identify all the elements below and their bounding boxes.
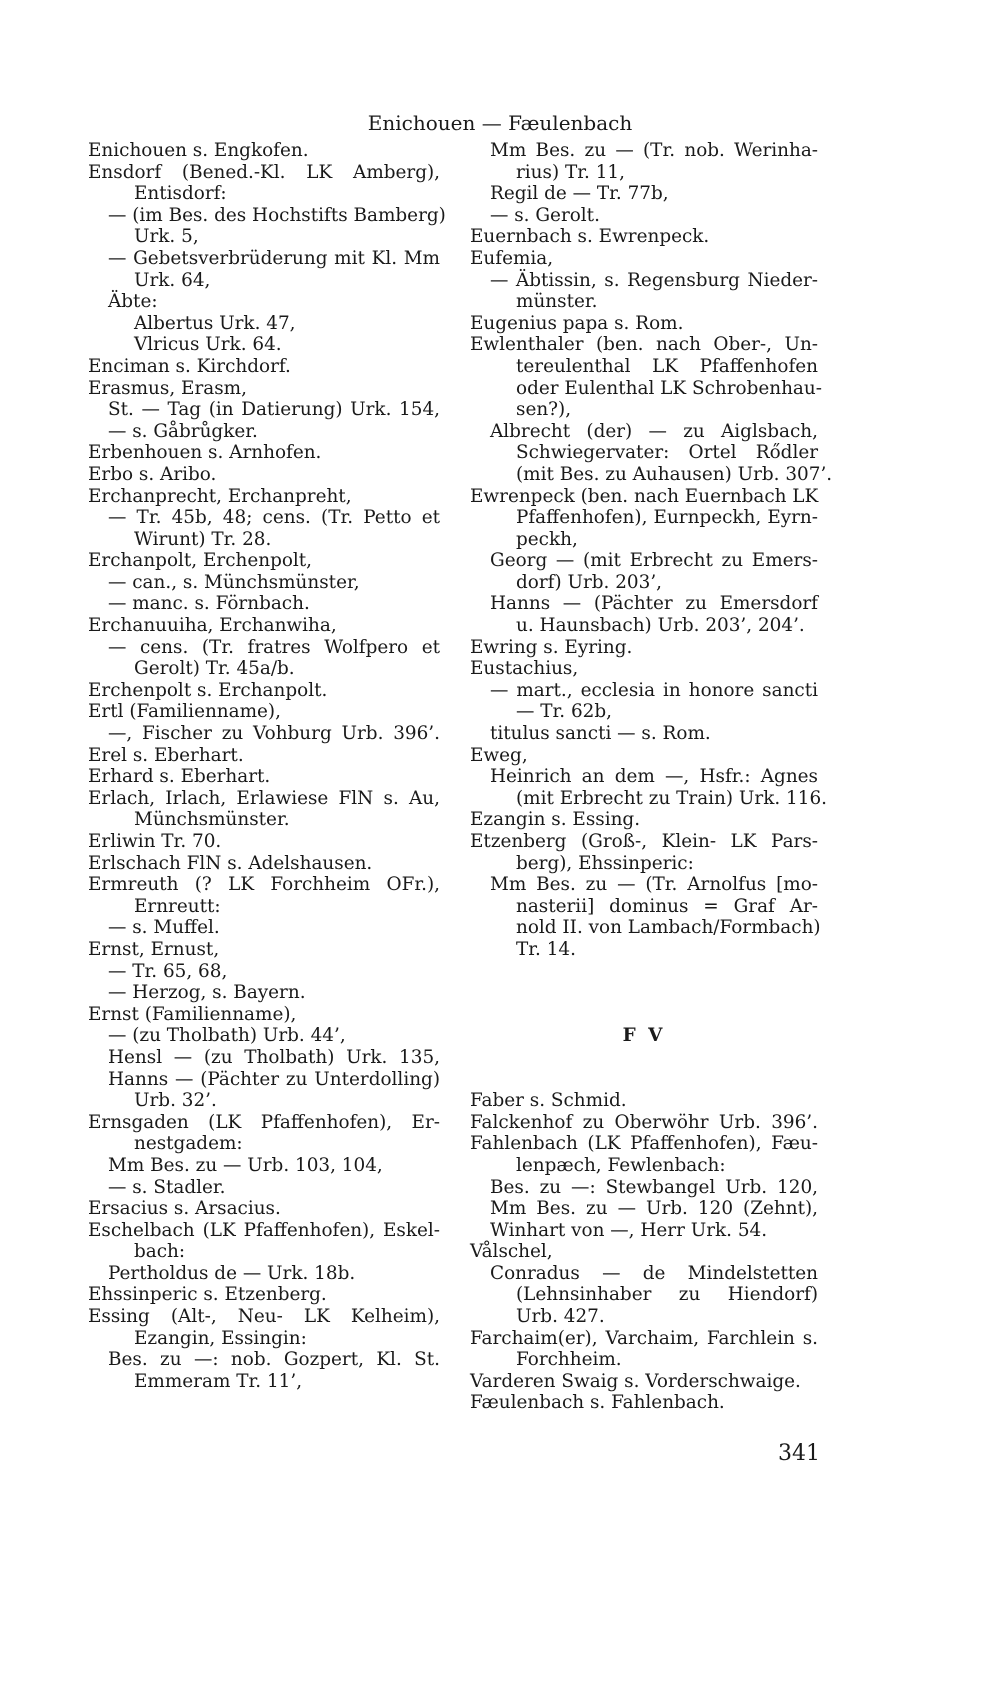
index-line: Ernst (Familienname),	[88, 1003, 297, 1025]
index-line: Erbenhouen s. Arnhofen.	[88, 442, 322, 464]
index-line: nestgadem:	[134, 1133, 243, 1155]
index-line: Ewlenthaler (ben. nach Ober-, Un-	[470, 334, 818, 356]
index-line: Eufemia,	[470, 247, 554, 269]
index-line: Urk. 64,	[134, 269, 211, 291]
index-line: Ezangin, Essingin:	[134, 1327, 307, 1349]
index-line: — cens. (Tr. fratres Wolfpero et	[108, 636, 440, 658]
index-line: Ensdorf (Bened.-Kl. LK Amberg),	[88, 161, 440, 183]
index-line: Erchanpolt, Erchenpolt,	[88, 550, 313, 572]
index-line: — manc. s. Förnbach.	[108, 593, 310, 615]
index-line: Vålschel,	[470, 1241, 553, 1263]
index-line: Ernsgaden (LK Pfaffenhofen), Er-	[88, 1111, 440, 1133]
index-line: Pfaffenhofen), Eurnpeckh, Eyrn-	[516, 507, 818, 529]
index-line: oder Eulenthal LK Schrobenhau-	[516, 377, 822, 399]
index-line: Ermreuth (? LK Forchheim OFr.),	[88, 874, 440, 896]
index-line: Eweg,	[470, 744, 528, 766]
index-column-right	[470, 140, 833, 1414]
spacer	[470, 1069, 818, 1091]
index-line: Ersacius s. Arsacius.	[88, 1198, 281, 1220]
index-line: Erchanprecht, Erchanpreht,	[88, 485, 352, 507]
index-line: — (im Bes. des Hochstifts Bamberg)	[108, 204, 446, 226]
index-line: sen?),	[516, 399, 572, 421]
index-line: Pertholdus de — Urk. 18b.	[108, 1262, 356, 1284]
index-line: — s. Stadler.	[108, 1176, 226, 1198]
index-line: Entisdorf:	[134, 183, 227, 205]
index-line: Tr. 14.	[516, 938, 576, 960]
index-line: bach:	[134, 1241, 186, 1263]
index-line: Urb. 32’.	[134, 1090, 217, 1112]
index-line: Georg — (mit Erbrecht zu Emers-	[490, 550, 818, 572]
index-line: Erchenpolt s. Erchanpolt.	[88, 679, 328, 701]
index-line: münster.	[516, 291, 598, 313]
index-line: Albertus Urk. 47,	[134, 312, 296, 334]
index-line: — Tr. 45b, 48; cens. (Tr. Petto et	[108, 507, 440, 529]
index-line: Conradus — de Mindelstetten	[490, 1262, 818, 1284]
index-line: Falckenhof zu Oberwöhr Urb. 396’.	[470, 1111, 818, 1133]
index-line: Ertl (Familienname),	[88, 701, 281, 723]
index-line: dorf) Urb. 203’,	[516, 571, 663, 593]
spacer	[470, 1047, 818, 1069]
index-column-left	[88, 140, 446, 1392]
index-line: Etzenberg (Groß-, Klein- LK Pars-	[470, 831, 818, 852]
section-heading: F V	[622, 1025, 666, 1047]
index-line: Farchaim(er), Varchaim, Farchlein s.	[470, 1327, 818, 1349]
index-line: Bes. zu —: nob. Gozpert, Kl. St.	[108, 1349, 440, 1371]
index-line: Ewring s. Eyring.	[470, 636, 633, 658]
index-line: Faber s. Schmid.	[470, 1090, 627, 1112]
index-line: Erel s. Eberhart.	[88, 744, 244, 766]
index-line: Erliwin Tr. 70.	[88, 831, 222, 852]
index-line: Euernbach s. Ewrenpeck.	[470, 226, 710, 248]
index-line: Erlschach FlN s. Adelshausen.	[88, 852, 373, 874]
index-line: Eschelbach (LK Pfaffenhofen), Eskel-	[88, 1219, 440, 1241]
index-line: Erasmus, Erasm,	[88, 377, 247, 399]
index-line: nold II. von Lambach/Formbach)	[516, 917, 821, 939]
index-line: Forchheim.	[516, 1349, 622, 1371]
index-line: Ernreutt:	[134, 895, 221, 917]
index-line: — (zu Tholbath) Urb. 44’,	[108, 1025, 346, 1047]
index-line: — mart., ecclesia in honore sancti	[490, 679, 818, 701]
index-line: Ehssinperic s. Etzenberg.	[88, 1284, 327, 1306]
index-line: Urb. 427.	[516, 1306, 605, 1328]
index-line: Erlach, Irlach, Erlawiese FlN s. Au,	[88, 787, 440, 809]
index-line: — Gebetsverbrüderung mit Kl. Mm	[108, 247, 440, 269]
index-line: nasterii] dominus = Graf Ar-	[516, 895, 818, 917]
index-line: Münchsmünster.	[134, 809, 290, 831]
index-line: titulus sancti — s. Rom.	[490, 723, 711, 745]
index-line: —, Fischer zu Vohburg Urb. 396’.	[108, 723, 440, 745]
index-line: Bes. zu —: Stewbangel Urb. 120,	[490, 1176, 818, 1198]
index-line: Fahlenbach (LK Pfaffenhofen), Fæu-	[470, 1133, 818, 1155]
index-line: Eugenius papa s. Rom.	[470, 312, 684, 334]
index-line: Vlricus Urk. 64.	[134, 334, 282, 356]
index-line: Urk. 5,	[134, 226, 199, 248]
index-line: Regil de — Tr. 77b,	[490, 183, 669, 205]
index-line: — s. Gåbrůgker.	[108, 420, 258, 442]
index-line: tereulenthal LK Pfaffenhofen	[516, 355, 818, 377]
index-line: lenpæch, Fewlenbach:	[516, 1154, 726, 1176]
index-line: — can., s. Münchsmünster,	[108, 571, 360, 593]
index-line: Schwiegervater: Ortel Rődler	[516, 442, 818, 464]
index-line: (mit Bes. zu Auhausen) Urb. 307’.	[516, 463, 833, 485]
index-line: peckh,	[516, 528, 578, 550]
index-line: Wirunt) Tr. 28.	[134, 528, 272, 550]
index-line: Mm Bes. zu — Urb. 103, 104,	[108, 1154, 383, 1176]
index-line: rius) Tr. 11,	[516, 161, 625, 183]
spacer	[470, 982, 818, 1004]
index-line: u. Haunsbach) Urb. 203’, 204’.	[516, 615, 805, 637]
index-line: (mit Erbrecht zu Train) Urk. 116.	[516, 787, 827, 809]
index-line: Mm Bes. zu — Urb. 120 (Zehnt),	[490, 1198, 818, 1220]
index-line: Gerolt) Tr. 45a/b.	[134, 658, 295, 680]
index-line: Enichouen s. Engkofen.	[88, 140, 309, 161]
index-line: Albrecht (der) — zu Aiglsbach,	[490, 420, 818, 442]
index-line: Fæulenbach s. Fahlenbach.	[470, 1392, 725, 1414]
index-line: Ezangin s. Essing.	[470, 809, 641, 831]
index-line: Mm Bes. zu — (Tr. nob. Werinha-	[490, 140, 818, 161]
index-line: — s. Gerolt.	[490, 204, 600, 226]
index-line: Ewrenpeck (ben. nach Euernbach LK	[470, 485, 819, 507]
index-line: (Lehnsinhaber zu Hiendorf)	[516, 1284, 818, 1306]
index-line: — Tr. 62b,	[516, 701, 612, 723]
index-line: Erhard s. Eberhart.	[88, 766, 271, 788]
index-line: — s. Muffel.	[108, 917, 220, 939]
index-line: — Herzog, s. Bayern.	[108, 982, 306, 1004]
index-line: Varderen Swaig s. Vorderschwaige.	[470, 1370, 801, 1392]
index-line: Hanns — (Pächter zu Emersdorf	[490, 593, 818, 615]
index-line: Ernst, Ernust,	[88, 938, 220, 960]
page-number: 341	[778, 1441, 820, 1466]
index-line: Erchanuuiha, Erchanwiha,	[88, 615, 337, 637]
index-line: Eustachius,	[470, 658, 579, 680]
index-line: Äbte:	[108, 291, 158, 313]
spacer	[470, 961, 818, 983]
index-line: Hanns — (Pächter zu Unterdolling)	[108, 1068, 440, 1090]
running-head: Enichouen — Fæulenbach	[367, 111, 633, 135]
index-line: Emmeram Tr. 11’,	[134, 1370, 303, 1392]
index-line: Winhart von —, Herr Urk. 54.	[490, 1219, 768, 1241]
index-line: Mm Bes. zu — (Tr. Arnolfus [mo-	[490, 874, 818, 896]
index-line: Heinrich an dem —, Hsfr.: Agnes	[490, 766, 818, 788]
index-line: Essing (Alt-, Neu- LK Kelheim),	[88, 1306, 440, 1328]
index-line: berg), Ehssinperic:	[516, 852, 694, 874]
spacer	[470, 1004, 818, 1026]
index-line: — Äbtissin, s. Regensburg Nieder-	[490, 269, 818, 291]
index-line: Erbo s. Aribo.	[88, 463, 217, 485]
index-line: Hensl — (zu Tholbath) Urk. 135,	[108, 1046, 440, 1068]
index-line: St. — Tag (in Datierung) Urk. 154,	[108, 399, 440, 421]
index-line: Enciman s. Kirchdorf.	[88, 355, 291, 377]
index-line: — Tr. 65, 68,	[108, 960, 228, 982]
